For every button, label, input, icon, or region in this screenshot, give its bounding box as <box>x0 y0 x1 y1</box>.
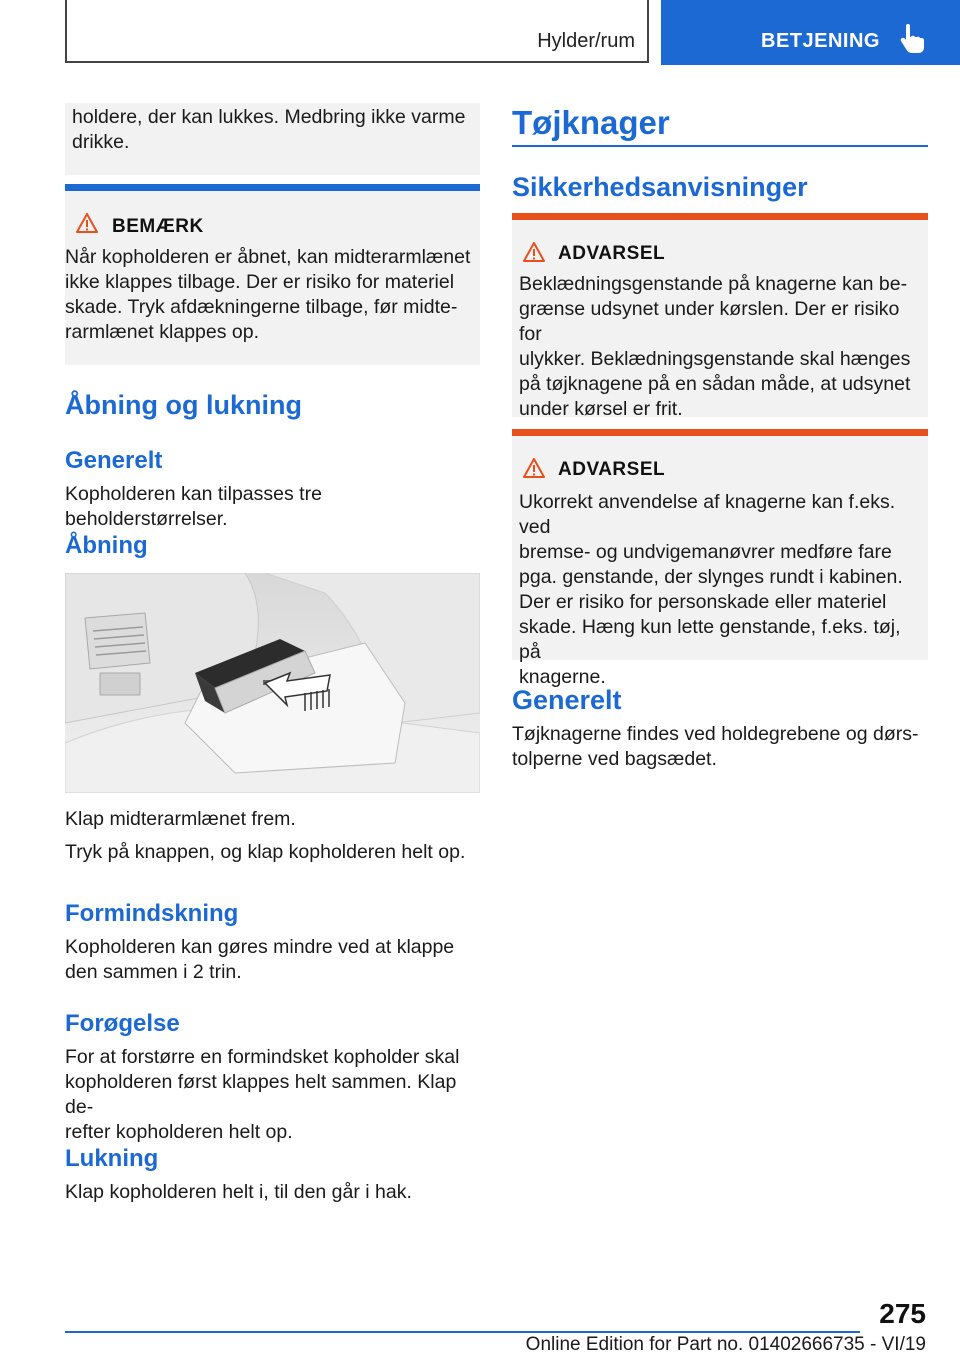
warning2-line: pga. genstande, der slynges rundt i kabinen. <box>519 566 903 588</box>
heading-general-left: Generelt <box>65 447 163 474</box>
header-chapter-label: BETJENING <box>761 30 880 52</box>
general-text-right <box>512 722 932 772</box>
general-right-line: tolperne ved bagsædet. <box>512 748 717 770</box>
note-continuation-text: holdere, der kan lukkes. Medbring ikke varme drikke. <box>72 106 466 153</box>
heading-safety: Sikkerhedsanvisninger <box>512 172 808 202</box>
heading-reduce: Formindskning <box>65 900 239 927</box>
header-chapter-tab[interactable] <box>661 0 960 65</box>
warning-triangle-icon <box>76 213 98 233</box>
warning2-line: Der er risiko for personskade eller materiel <box>519 591 887 613</box>
warning2-title: ADVARSEL <box>558 459 666 480</box>
warning1-line: ulykker. Beklædningsgenstande skal hænges <box>519 348 911 370</box>
warning-triangle-icon <box>523 458 545 478</box>
warning1-box <box>512 220 928 420</box>
warning1-line: Beklædningsgenstande på knagerne kan be- <box>519 273 908 295</box>
note-line: rarmlænet klappes op. <box>65 321 260 343</box>
reduce-text <box>65 935 485 985</box>
note-line: skade. Tryk afdækningerne tilbage, før midte- <box>65 296 458 318</box>
page-section-title: Tøjknager <box>512 104 670 141</box>
note-top-bar <box>65 184 480 191</box>
warning1-line: under kørsel er frit. <box>519 398 683 420</box>
warning-triangle-icon <box>523 242 545 262</box>
warning1-title: ADVARSEL <box>558 243 666 264</box>
enlarge-text <box>65 1045 485 1145</box>
warning1-line: på tøjknagene på en sådan måde, at udsynet <box>519 373 911 395</box>
warning2-box <box>512 436 928 688</box>
warning2-top-bar <box>512 429 928 436</box>
general-right-line: Tøjknagerne findes ved holdegrebene og dørs- <box>512 723 919 745</box>
enlarge-line: refter kopholderen helt op. <box>65 1121 293 1143</box>
note-title: BEMÆRK <box>112 216 204 237</box>
page-number: 275 <box>879 1298 926 1329</box>
general-text-left: Kopholderen kan tilpasses tre beholderstørrelser. <box>65 483 322 530</box>
warning2-line: knagerne. <box>519 666 606 688</box>
note-body <box>65 245 480 345</box>
warning2-line: bremse- og undvigemanøvrer medføre fare <box>519 541 892 563</box>
warning2-body <box>519 490 924 690</box>
heading-opening: Åbning <box>65 532 148 559</box>
heading-general-right: Generelt <box>512 685 622 715</box>
cupholder-illustration <box>65 573 480 793</box>
closing-text: Klap kopholderen helt i, til den går i hak. <box>65 1181 412 1203</box>
header-section-title: Hylder/rum <box>537 30 635 52</box>
warning1-line: grænse udsynet under kørslen. Der er risiko for <box>519 298 900 345</box>
step-2: Tryk på knappen, og klap kopholderen helt op. <box>65 841 466 863</box>
heading-open-close: Åbning og lukning <box>65 390 302 420</box>
warning1-body <box>519 272 924 422</box>
note-line: ikke klappes tilbage. Der er risiko for materiel <box>65 271 455 293</box>
warning1-top-bar <box>512 213 928 220</box>
heading-closing: Lukning <box>65 1145 159 1172</box>
cupholder-drawing <box>65 573 480 793</box>
title-rule <box>512 145 928 147</box>
warning2-line: Ukorrekt anvendelse af knagerne kan f.eks. ved <box>519 491 896 538</box>
heading-enlarge: Forøgelse <box>65 1010 180 1037</box>
note-continuation-box <box>65 103 480 175</box>
enlarge-line: For at forstørre en formindsket kopholder skal <box>65 1046 460 1068</box>
enlarge-line: kopholderen først klappes helt sammen. Klap de- <box>65 1071 457 1118</box>
reduce-line: den sammen i 2 trin. <box>65 961 242 983</box>
hand-pointer-icon <box>899 24 925 54</box>
warning2-line: skade. Hæng kun lette genstande, f.eks. tøj, på <box>519 616 901 663</box>
note-box <box>65 191 480 365</box>
reduce-line: Kopholderen kan gøres mindre ved at klappe <box>65 936 455 958</box>
note-line: Når kopholderen er åbnet, kan midterarmlænet <box>65 246 471 268</box>
footer-edition: Online Edition for Part no. 01402666735 - VI/19 <box>525 1334 926 1355</box>
footer-rule <box>65 1331 860 1333</box>
step-1: Klap midterarmlænet frem. <box>65 808 296 830</box>
